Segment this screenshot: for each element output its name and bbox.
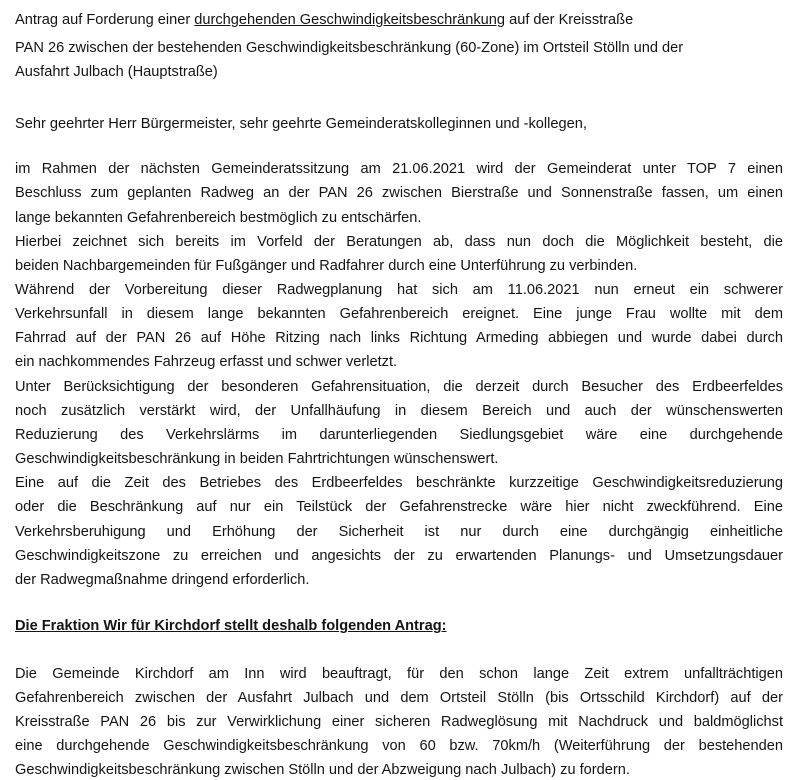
body-line: noch zusätzlich verstärkt wird, der Unfallhäufung in diesem Bereich und auch der wünschenswerten	[15, 403, 783, 419]
body-line: Während der Vorbereitung dieser Radwegplanung hat sich am 11.06.2021 nun erneut ein schwerer	[15, 282, 783, 298]
body-line: Geschwindigkeitsbeschränkung in beiden Fahrtrichtungen wünschenswert.	[15, 451, 499, 467]
body-line: Hierbei zeichnet sich bereits im Vorfeld der Beratungen ab, dass nun doch die Möglichkeit besteht, die	[15, 234, 783, 250]
body-line: oder die Beschränkung auf nur ein Teilstück der Gefahrenstrecke wäre hier nicht zweckführend. Eine	[15, 499, 783, 515]
body-line: ein nachkommendes Fahrzeug erfasst und schwer verletzt.	[15, 354, 398, 370]
body-line: Eine auf die Zeit des Betriebes des Erdbeerfeldes beschränkte kurzzeitige Geschwindigkeitsreduzierung	[15, 475, 783, 491]
body-line: Fahrrad auf der PAN 26 auf Höhe Ritzing nach links Richtung Armeding abbiegen und wurde dabei durch	[15, 330, 783, 346]
body-line: im Rahmen der nächsten Gemeinderatssitzung am 21.06.2021 wird der Gemeinderat unter TOP 7 einen	[15, 161, 783, 177]
title-post: auf der Kreisstraße	[505, 12, 634, 28]
title-line-2: PAN 26 zwischen der bestehenden Geschwindigkeitsbeschränkung (60-Zone) im Ortsteil Stölln und der	[15, 40, 684, 56]
title-line-1	[15, 10, 633, 30]
body-line: Beschluss zum geplanten Radweg an der PAN 26 zwischen Bierstraße und Sonnenstraße fassen, um einen	[15, 185, 783, 201]
body-line: Verkehrsberuhigung und Erhöhung der Sicherheit ist nur durch eine durchgängig einheitliche	[15, 524, 783, 540]
title-pre: Antrag auf Forderung einer	[15, 12, 195, 28]
body-line: Geschwindigkeitszone zu erreichen und angesichts der zu erwartenden Planungs- und Umsetzungsdauer	[15, 548, 783, 564]
antrag-line: Geschwindigkeitsbeschränkung zwischen Stölln und der Abzweigung nach Julbach) zu fordern.	[15, 762, 630, 778]
body-line: beiden Nachbargemeinden für Fußgänger und Radfahrer durch eine Unterführung zu verbinden.	[15, 258, 638, 274]
title-underlined: durchgehenden Geschwindigkeitsbeschränkung	[194, 12, 506, 28]
antrag-line: Kreisstraße PAN 26 bis zur Verwirklichung einer sicheren Radweglösung mit Nachdruck und baldmöglichst	[15, 714, 783, 730]
antrag-line: eine durchgehende Geschwindigkeitsbeschränkung von 60 bzw. 70km/h (Weiterführung der bestehenden	[15, 738, 783, 754]
antrag-heading: Die Fraktion Wir für Kirchdorf stellt deshalb folgenden Antrag:	[15, 618, 447, 634]
antrag-line: Die Gemeinde Kirchdorf am Inn wird beauftragt, für den schon lange Zeit extrem unfallträchtigen	[15, 666, 783, 682]
title-line-3: Ausfahrt Julbach (Hauptstraße)	[15, 64, 218, 80]
body-line: lange bekannten Gefahrenbereich bestmöglich zu entschärfen.	[15, 210, 422, 226]
body-line: der Radwegmaßnahme dringend erforderlich.	[15, 572, 310, 588]
body-line: Reduzierung des Verkehrslärms im darunterliegenden Siedlungsgebiet wäre eine durchgehende	[15, 427, 783, 443]
body-line: Verkehrsunfall in diesem lange bekannten Gefahrenbereich ereignet. Eine junge Frau wollte mit dem	[15, 306, 783, 322]
salutation: Sehr geehrter Herr Bürgermeister, sehr geehrte Gemeinderatskolleginnen und -kollegen,	[15, 116, 587, 132]
body-line: Unter Berücksichtigung der besonderen Gefahrensituation, die derzeit durch Besucher des Erdbeerfeldes	[15, 379, 783, 395]
antrag-line: Gefahrenbereich zwischen der Ausfahrt Julbach und dem Ortsteil Stölln (bis Ortsschild Kirchdorf) auf der	[15, 690, 783, 706]
